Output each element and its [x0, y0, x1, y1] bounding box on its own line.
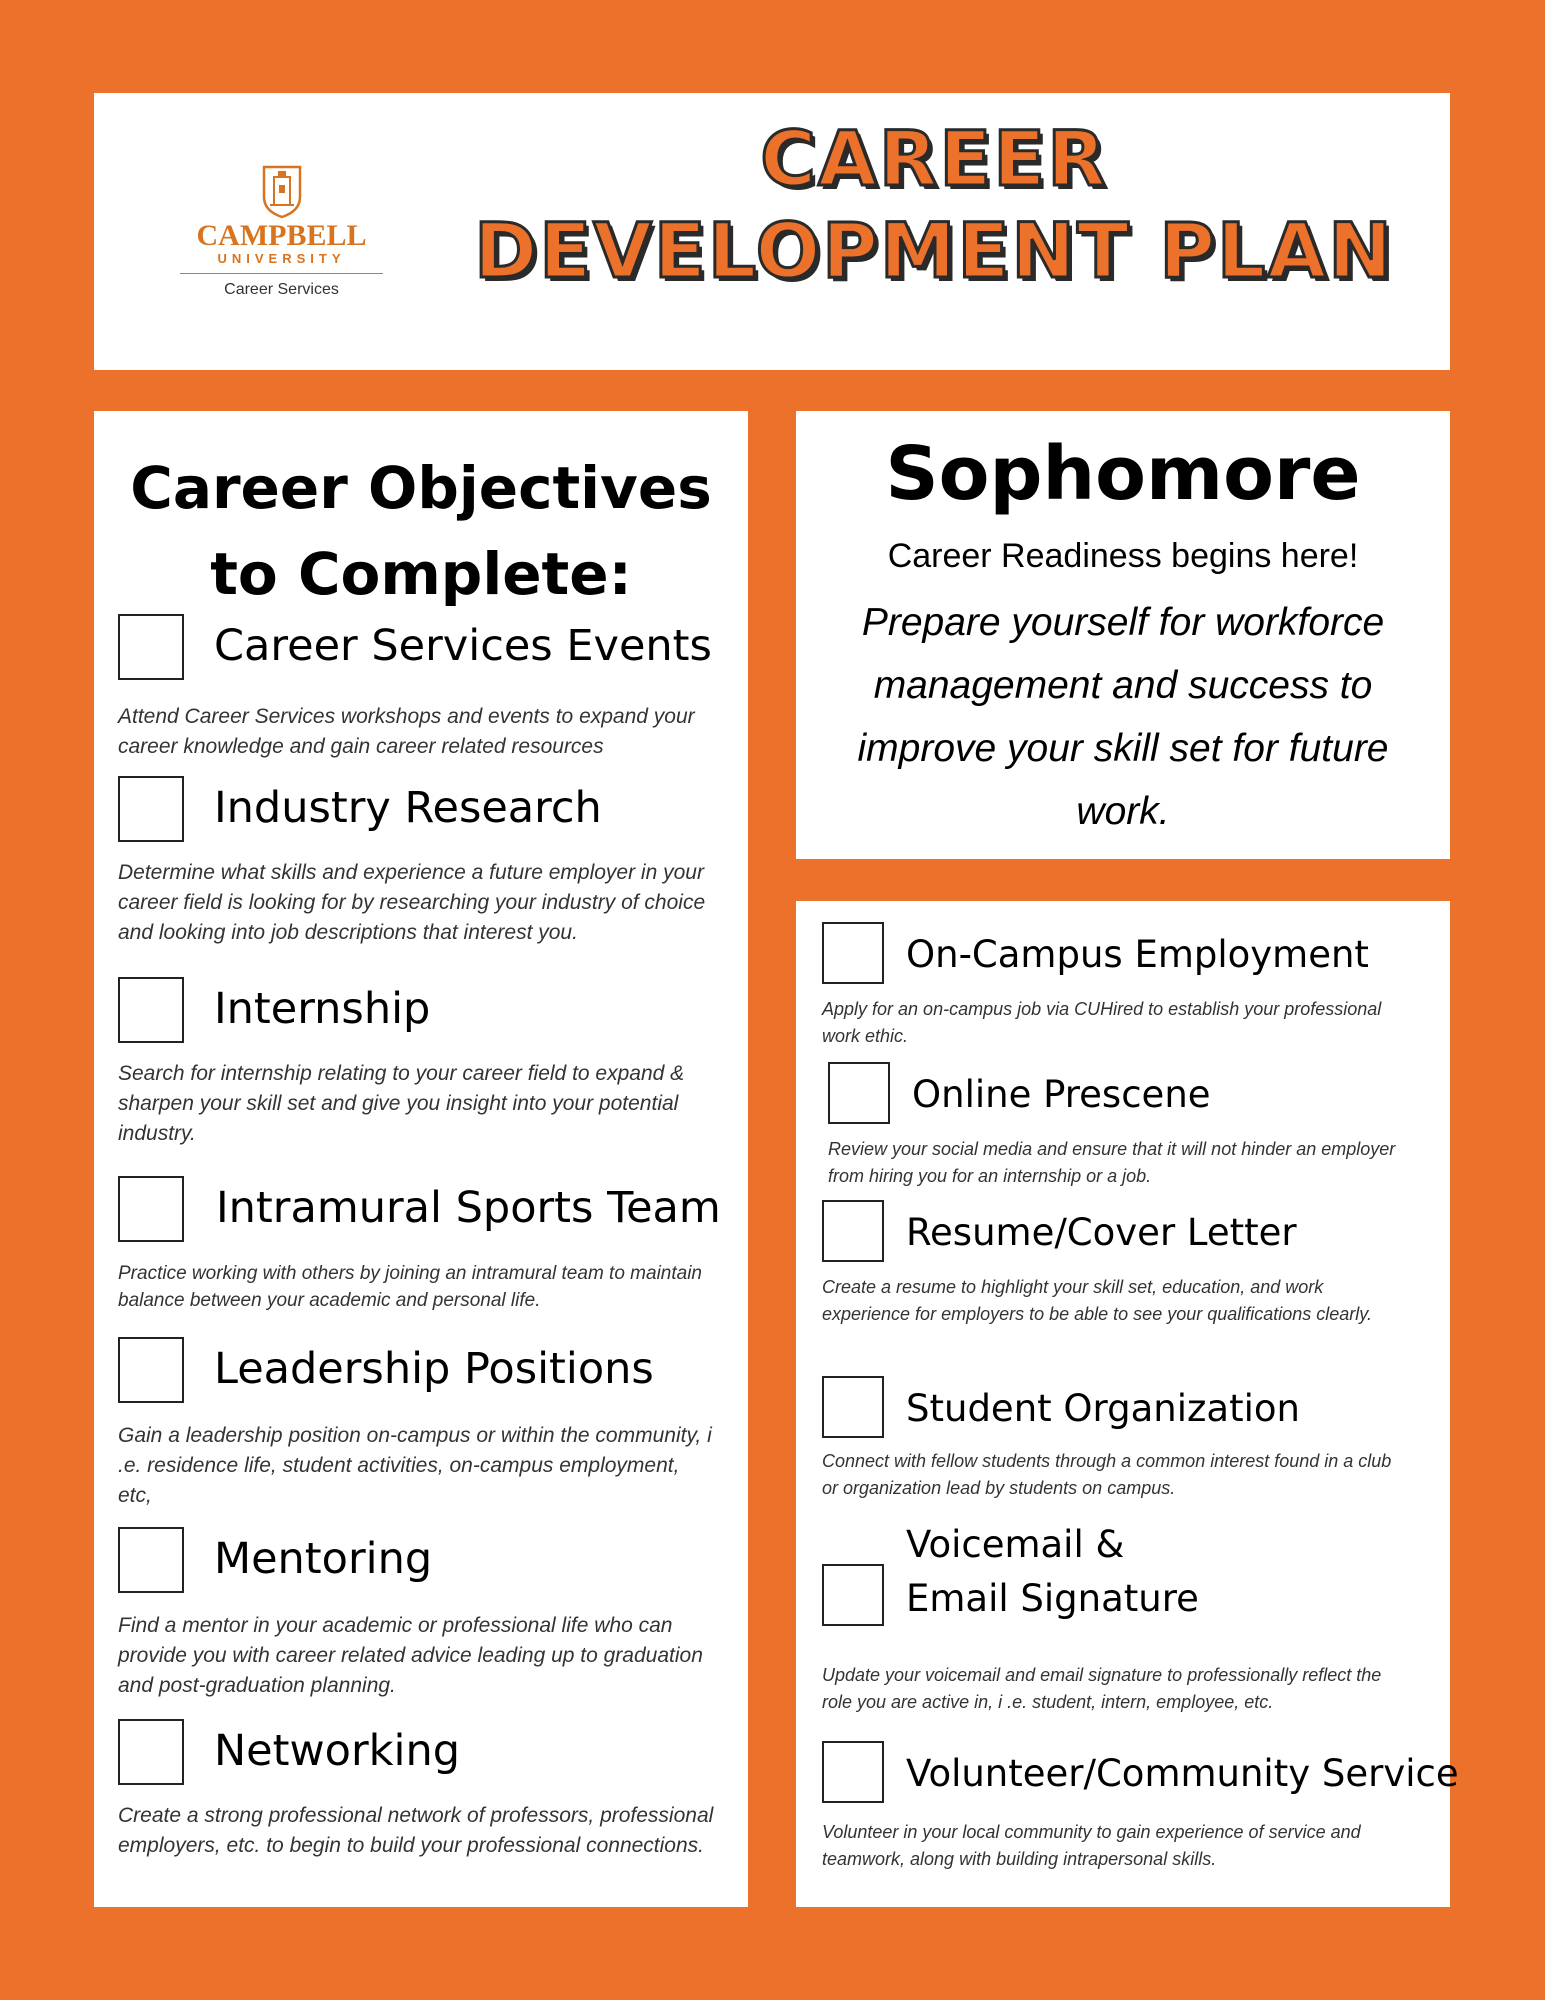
checkbox[interactable] — [822, 1741, 884, 1803]
checklist-title: On-Campus Employment — [906, 933, 1369, 976]
checklist-description: Volunteer in your local community to gain experience of service and teamwork, along with building intrapersonal skills. — [822, 1822, 1361, 1869]
checkbox[interactable] — [822, 1564, 884, 1626]
objective-description: Gain a leadership position on-campus or within the community, i .e. residence life, student activities, on-campus employment, etc, — [118, 1424, 712, 1507]
objective-title: Intramural Sports Team — [216, 1183, 721, 1233]
checkbox[interactable] — [118, 614, 184, 680]
checklist-title: Resume/Cover Letter — [906, 1211, 1297, 1254]
checkbox[interactable] — [118, 1527, 184, 1593]
sophomore-subtitle: Career Readiness begins here! — [887, 537, 1359, 575]
objective-title: Internship — [214, 984, 431, 1034]
sophomore-body: Prepare yourself for workforce management and success to improve your skill set for future work. — [857, 601, 1389, 833]
sophomore-panel — [796, 411, 1450, 859]
objective-title: Mentoring — [214, 1534, 433, 1584]
objectives-heading-line-2: to Complete: — [210, 540, 632, 608]
checklist-description: Create a resume to highlight your skill set, education, and work experience for employers to be able to see your qualifications clearly. — [822, 1277, 1372, 1324]
objective-title: Leadership Positions — [214, 1344, 654, 1394]
checkbox[interactable] — [118, 1176, 184, 1242]
logo-name: CAMPBELL — [196, 219, 367, 252]
checklist-title: Online Prescene — [912, 1073, 1211, 1116]
objective-description: Determine what skills and experience a future employer in your career field is looking for by researching your industry of choice and looking into job descriptions that interest you. — [118, 861, 706, 944]
checklist-description: Review your social media and ensure that it will not hinder an employer from hiring you for an internship or a job. — [828, 1139, 1396, 1186]
checklist-description: Apply for an on-campus job via CUHired to establish your professional work ethic. — [822, 999, 1382, 1046]
logo-department: Career Services — [224, 281, 339, 298]
checklist-description: Connect with fellow students through a common interest found in a club or organization lead by students on campus. — [822, 1451, 1392, 1498]
objective-title: Career Services Events — [214, 621, 712, 671]
sophomore-heading: Sophomore — [885, 431, 1361, 517]
checklist-description: Update your voicemail and email signature to professionally reflect the role you are active in, i .e. student, intern, employee, etc. — [822, 1665, 1382, 1712]
checkbox[interactable] — [118, 977, 184, 1043]
checkbox[interactable] — [822, 1200, 884, 1262]
checkbox[interactable] — [118, 1719, 184, 1785]
campbell-logo — [174, 163, 389, 313]
objectives-heading — [94, 445, 748, 617]
objectives-panel — [94, 411, 748, 1907]
checkbox[interactable] — [828, 1062, 890, 1124]
page-title — [464, 113, 1404, 297]
checkbox[interactable] — [822, 922, 884, 984]
campbell-crest-icon — [250, 163, 314, 219]
objective-description: Attend Career Services workshops and events to expand your career knowledge and gain career related resources — [118, 705, 695, 758]
title-line-2: DEVELOPMENT PLAN — [474, 206, 1394, 295]
checklist-title-line-2: Email Signature — [906, 1577, 1199, 1620]
checklist-title: Student Organization — [906, 1387, 1300, 1430]
checklist-title-line-1: Voicemail & — [906, 1523, 1125, 1566]
sophomore-checklist-panel — [796, 901, 1459, 1907]
checklist-title: Volunteer/Community Service — [906, 1752, 1459, 1795]
objective-title: Industry Research — [214, 783, 602, 833]
header-panel — [94, 93, 1450, 370]
checkbox[interactable] — [118, 1337, 184, 1403]
title-line-1: CAREER — [760, 114, 1108, 203]
objective-title: Networking — [214, 1726, 461, 1776]
logo-divider — [180, 273, 383, 274]
objective-description: Create a strong professional network of professors, professional employers, etc. to begin to build your professional connections. — [118, 1804, 714, 1857]
objective-description: Search for internship relating to your career field to expand & sharpen your skill set and give you insight into your potential industry. — [118, 1062, 685, 1145]
logo-university: UNIVERSITY — [217, 251, 346, 266]
checkbox[interactable] — [118, 776, 184, 842]
checkbox[interactable] — [822, 1376, 884, 1438]
objective-description: Practice working with others by joining an intramural team to maintain balance between your academic and personal life. — [118, 1263, 702, 1311]
objectives-heading-line-1: Career Objectives — [130, 454, 712, 522]
objective-description: Find a mentor in your academic or professional life who can provide you with career related advice leading up to graduation and post-graduation planning. — [118, 1614, 703, 1697]
